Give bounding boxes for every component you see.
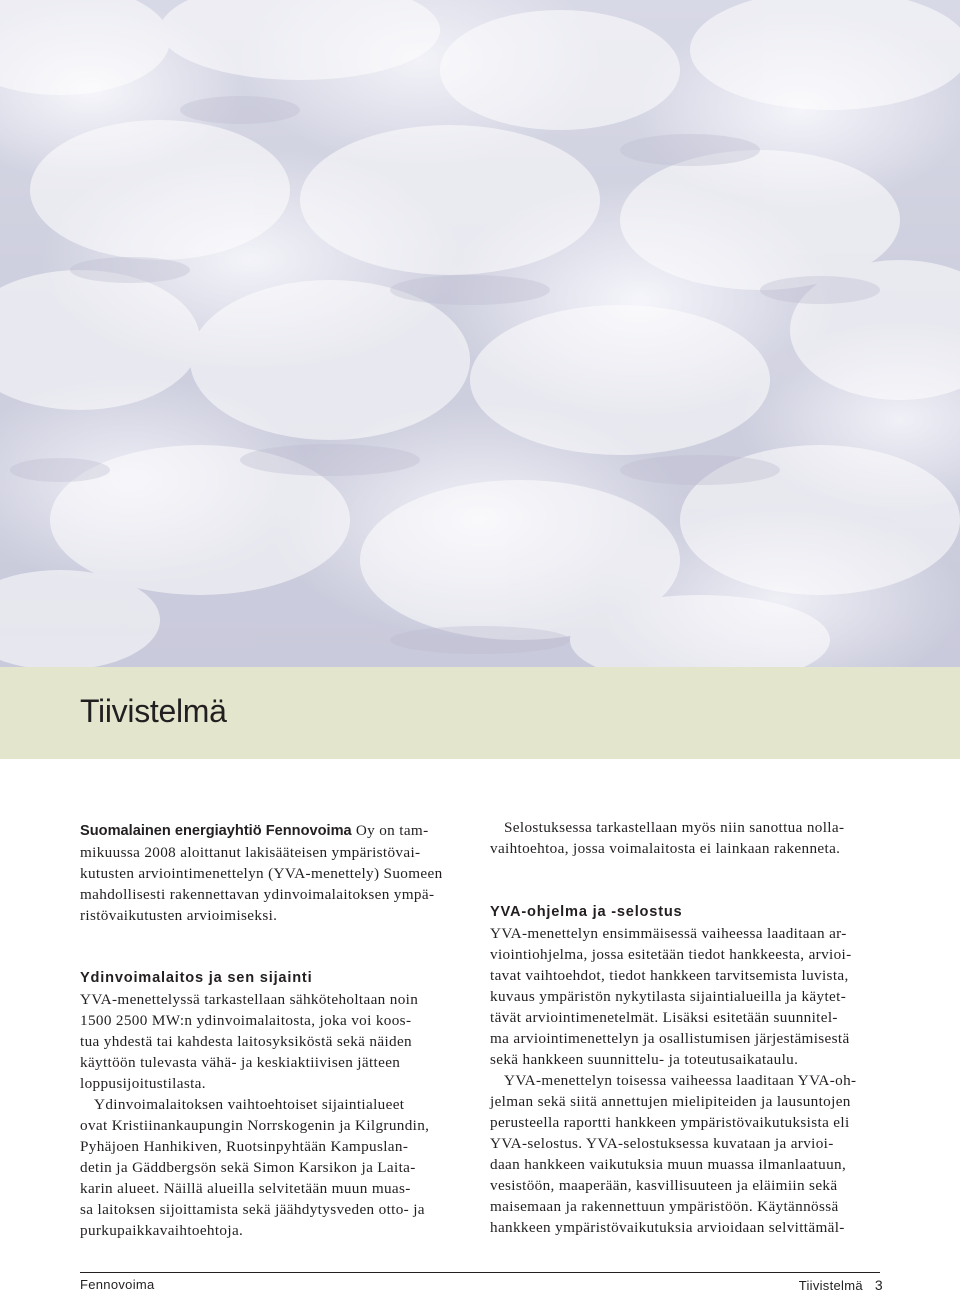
title-band: [0, 667, 960, 759]
footer-publisher: Fennovoima: [80, 1277, 155, 1292]
text-line: hankkeen ympäristövaikutuksia arvioidaan selvittämäl-: [490, 1219, 845, 1236]
intro-line: kutusten arviointimenettelyn (YVA-menettely) Suomeen: [80, 865, 443, 882]
program-paragraph-2: [490, 1070, 890, 1238]
text-line: tävät arviointimenetelmät. Lisäksi esitetään suunnitel-: [490, 1009, 838, 1026]
section-heading-location: Ydinvoimalaitos ja sen sijainti: [80, 970, 313, 986]
text-line: ovat Kristiinankaupungin Norrskogenin ja Kilgrundin,: [80, 1117, 430, 1134]
text-line: Selostuksessa tarkastellaan myös niin sanottua nolla-: [504, 819, 845, 836]
footer-section-label: Tiivistelmä: [798, 1278, 863, 1293]
text-line: tua yhdestä tai kahdesta laitosyksiköstä sekä näiden: [80, 1033, 412, 1050]
right-column: [490, 817, 890, 1238]
section-heading-program: YVA-ohjelma ja -selostus: [490, 904, 683, 920]
intro-paragraph: [80, 820, 480, 926]
text-line: YVA-menettelyn toisessa vaiheessa laaditaan YVA-oh-: [504, 1072, 857, 1089]
text-line: ma arviointimenettelyn ja osallistumisen järjestämisestä: [490, 1030, 850, 1047]
page-number: 3: [874, 1277, 883, 1293]
program-paragraph-1: [490, 923, 890, 1070]
intro-line: mikuussa 2008 aloittanut lakisääteisen ympäristövai-: [80, 844, 421, 861]
zero-option-paragraph: [490, 817, 890, 859]
text-line: perusteella raportti hankkeen ympäristövaikutuksista eli: [490, 1114, 850, 1131]
text-line: sekä hankkeen suunnittelu- ja toteutusaikataulu.: [490, 1051, 799, 1068]
location-paragraph-1: [80, 989, 480, 1094]
text-line: Ydinvoimalaitoksen vaihtoehtoiset sijaintialueet: [94, 1096, 405, 1113]
text-line: YVA-menettelyssä tarkastellaan sähköteholtaan noin: [80, 991, 419, 1008]
text-line: 1500 2500 MW:n ydinvoimalaitosta, joka voi koos-: [80, 1012, 412, 1029]
intro-line: mahdollisesti rakennettavan ydinvoimalaitoksen ympä-: [80, 886, 435, 903]
text-line: viointiohjelma, jossa esitetään tiedot hankkeesta, arvioi-: [490, 946, 852, 963]
text-line: loppusijoitustilasta.: [80, 1075, 206, 1092]
location-paragraph-2: [80, 1094, 480, 1241]
page-title: Tiivistelmä: [80, 693, 227, 729]
text-line: jelman sekä siitä annettujen mielipiteiden ja lausuntojen: [490, 1093, 851, 1110]
intro-bold-lead: Suomalainen energiayhtiö Fennovoima: [80, 823, 352, 839]
text-line: purkupaikkavaihtoehtoja.: [80, 1222, 244, 1239]
text-line: käyttöön tulevasta vähä- ja keskiaktiivisen jätteen: [80, 1054, 401, 1071]
text-line: kuvaus ympäristön nykytilasta sijaintialueilla ja käytet-: [490, 988, 847, 1005]
text-line: YVA-menettelyn ensimmäisessä vaiheessa laaditaan ar-: [490, 925, 847, 942]
text-line: karin alueet. Näillä alueilla selvitetään muun muas-: [80, 1180, 411, 1197]
text-line: daan hankkeen vaikutuksia muun muassa ilmanlaatuun,: [490, 1156, 847, 1173]
text-line: maisemaan ja rakennettuun ympäristöön. Käytännössä: [490, 1198, 839, 1215]
footer-divider: [80, 1272, 880, 1273]
text-line: Pyhäjoen Hanhikiven, Ruotsinpyhtään Kampuslan-: [80, 1138, 409, 1155]
footer-section: [799, 1277, 883, 1293]
text-line: tavat vaihtoehdot, tiedot hankkeen tarvitsemista luvista,: [490, 967, 849, 984]
intro-line: Oy on tam-: [351, 822, 429, 839]
text-line: detin ja Gäddbergsön sekä Simon Karsikon ja Laita-: [80, 1159, 416, 1176]
left-column: [80, 820, 480, 1241]
text-line: vesistöön, maaperään, kasvillisuuteen ja eläimiin sekä: [490, 1177, 838, 1194]
text-line: vaihtoehtoa, jossa voimalaitosta ei lainkaan rakenneta.: [490, 840, 841, 857]
text-line: YVA-selostus. YVA-selostuksessa kuvataan ja arvioi-: [490, 1135, 834, 1152]
intro-line: ristövaikutusten arvioimiseksi.: [80, 907, 278, 924]
text-line: sa laitoksen sijoittamista sekä jäähdytysveden otto- ja: [80, 1201, 425, 1218]
